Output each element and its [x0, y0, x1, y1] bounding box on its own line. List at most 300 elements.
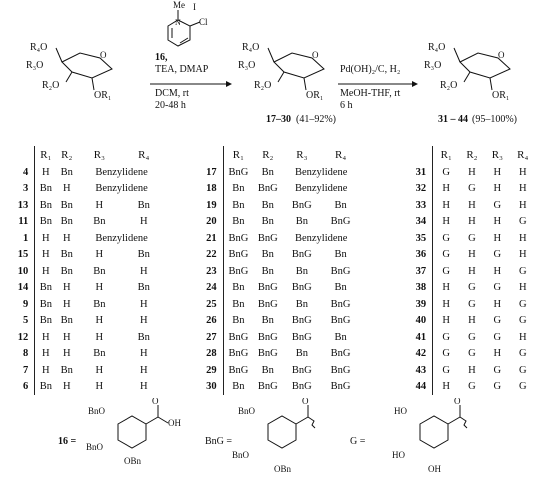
table-cell: H: [442, 183, 450, 195]
table-cell: H: [62, 348, 71, 360]
r3o-label: R₃O: [26, 60, 44, 71]
table-row: [394, 362, 536, 379]
table-row: [394, 247, 536, 264]
product1-yield: (41–92%): [296, 114, 336, 125]
svg-text:G =: G =: [350, 436, 366, 447]
table-cell: H: [493, 232, 502, 244]
compound-id: 11: [6, 214, 35, 231]
table-cell: Bn: [295, 265, 308, 277]
table-cell: Bn: [60, 315, 73, 327]
compound-id: 36: [394, 247, 433, 264]
table-cell: G: [442, 232, 450, 244]
r4o-label: R₄O: [30, 42, 48, 53]
svg-text:BnO: BnO: [88, 406, 106, 416]
table-cell: G: [468, 381, 476, 393]
table-cell: Bn: [137, 282, 150, 294]
table-cell: BnG: [228, 331, 249, 343]
table-cell: H: [95, 381, 104, 393]
compound-id: 41: [394, 329, 433, 346]
compound-id: 19: [198, 197, 223, 214]
table-row: [198, 181, 360, 198]
table-row: [198, 247, 360, 264]
table-cell: H: [95, 331, 104, 343]
sugar-structure-start: [26, 42, 112, 101]
table-cell: Benzylidene: [294, 232, 348, 244]
svg-text:O: O: [454, 398, 461, 406]
table-cell: H: [518, 199, 527, 211]
table-cell: H: [95, 199, 104, 211]
svg-text:R₄O: R₄O: [428, 42, 446, 53]
table-cell: Bn: [137, 249, 150, 261]
table-cell: BnG: [257, 282, 278, 294]
svg-text:O: O: [152, 398, 159, 406]
table-cell: Benzylidene: [294, 166, 348, 178]
reaction-scheme: [0, 0, 550, 150]
table-cell: Bn: [39, 298, 52, 310]
svg-text:BnO: BnO: [86, 442, 104, 452]
table-row: [394, 263, 536, 280]
table-cell: Bn: [39, 199, 52, 211]
compound-id: 13: [6, 197, 35, 214]
compound-id: 24: [198, 280, 223, 297]
compound-id: 35: [394, 230, 433, 247]
svg-text:I: I: [193, 2, 196, 12]
table-cell: H: [42, 265, 50, 277]
table-cell: H: [42, 364, 50, 376]
svg-text:R₃O: R₃O: [424, 60, 442, 71]
table-cell: BnG: [228, 232, 249, 244]
table-cell: H: [62, 282, 71, 294]
table-cell: G: [518, 348, 527, 360]
substituent-structures: [0, 398, 550, 486]
table-cell: Bn: [232, 315, 245, 327]
svg-text:O: O: [312, 50, 319, 60]
svg-text:OR₁: OR₁: [306, 90, 324, 101]
table-row: [198, 263, 360, 280]
table-row: [394, 230, 536, 247]
column-header: R₂: [262, 149, 274, 161]
table-left: [6, 146, 166, 395]
table-cell: Bn: [60, 166, 73, 178]
table-row: [198, 164, 360, 181]
table-cell: H: [42, 166, 50, 178]
table-cell: H: [42, 249, 50, 261]
table-corner: [394, 146, 433, 164]
table-cell: H: [468, 249, 476, 261]
table-cell: G: [518, 265, 527, 277]
svg-text:R₄O: R₄O: [242, 42, 260, 53]
table-cell: H: [95, 249, 104, 261]
table-cell: G: [493, 381, 502, 393]
svg-text:OBn: OBn: [124, 456, 142, 466]
compound-id: 8: [6, 346, 35, 363]
table-cell: H: [42, 348, 50, 360]
table-cell: H: [442, 282, 450, 294]
compound-id: 39: [394, 296, 433, 313]
table-cell: BnG: [228, 364, 249, 376]
table-cell: BnG: [291, 331, 312, 343]
table-row: [198, 379, 360, 396]
table-cell: H: [95, 315, 104, 327]
table-cell: Benzylidene: [95, 166, 148, 178]
column-header: R₄: [335, 149, 347, 161]
column-header: R₁: [232, 149, 244, 161]
table-cell: H: [139, 298, 148, 310]
table-row: [6, 296, 166, 313]
table-cell: Bn: [60, 249, 73, 261]
table-cell: G: [518, 216, 527, 228]
table-cell: G: [493, 315, 502, 327]
pyridinium-reagent: [168, 0, 208, 46]
svg-text:TEA, DMAP: TEA, DMAP: [155, 64, 209, 75]
svg-text:N: N: [175, 18, 181, 27]
structure-bng: [205, 398, 315, 474]
table-row: [394, 164, 536, 181]
svg-text:16,: 16,: [155, 52, 168, 63]
table-cell: BnG: [291, 199, 312, 211]
table-cell: Bn: [261, 265, 274, 277]
table-cell: H: [442, 315, 450, 327]
svg-text:OH: OH: [168, 418, 181, 428]
table-row: [6, 379, 166, 396]
table-row: [198, 280, 360, 297]
table-row: [198, 296, 360, 313]
table-cell: BnG: [330, 348, 351, 360]
r2o-label: R₂O: [42, 80, 60, 91]
compound-id: 43: [394, 362, 433, 379]
table-cell: H: [139, 216, 148, 228]
table-cell: G: [493, 199, 502, 211]
table-cell: H: [62, 381, 71, 393]
table-cell: Bn: [137, 331, 150, 343]
table-cell: Bn: [60, 199, 73, 211]
table-cell: H: [139, 381, 148, 393]
svg-text:HO: HO: [394, 406, 407, 416]
table-cell: Bn: [60, 216, 73, 228]
svg-text:Pd(OH)₂/C, H₂: Pd(OH)₂/C, H₂: [340, 64, 401, 75]
table-cell: H: [442, 216, 450, 228]
table-cell: H: [468, 364, 476, 376]
table-row: [6, 197, 166, 214]
svg-text:BnG =: BnG =: [205, 436, 233, 447]
compound-id: 32: [394, 181, 433, 198]
table-cell: BnG: [291, 249, 312, 261]
table-cell: H: [62, 298, 71, 310]
table-right: [394, 146, 536, 395]
compound-id: 14: [6, 280, 35, 297]
column-header: R₂: [466, 149, 478, 161]
table-cell: H: [139, 364, 148, 376]
table-row: [394, 280, 536, 297]
product2-yield: (95–100%): [472, 114, 517, 125]
column-header: R₃: [491, 149, 503, 161]
table-cell: BnG: [330, 265, 351, 277]
table-cell: H: [468, 216, 476, 228]
compound-id: 1: [6, 230, 35, 247]
svg-text:OBn: OBn: [274, 464, 292, 474]
table-cell: Bn: [295, 348, 308, 360]
table-cell: Bn: [39, 282, 52, 294]
compound-id: 40: [394, 313, 433, 330]
table-cell: BnG: [330, 364, 351, 376]
table-cell: G: [468, 183, 476, 195]
compound-id: 31: [394, 164, 433, 181]
svg-text:20-48 h: 20-48 h: [155, 100, 186, 111]
table-row: [394, 181, 536, 198]
table-cell: G: [493, 331, 502, 343]
table-cell: Bn: [93, 265, 106, 277]
table-row: [6, 181, 166, 198]
table-cell: Bn: [232, 282, 245, 294]
svg-text:R₂O: R₂O: [440, 80, 458, 91]
table-cell: BnG: [228, 166, 249, 178]
table-row: [6, 230, 166, 247]
column-header: R₄: [517, 149, 529, 161]
table-cell: H: [95, 282, 104, 294]
table-cell: H: [42, 331, 50, 343]
table-cell: Bn: [261, 166, 274, 178]
table-cell: BnG: [291, 315, 312, 327]
compound-id: 15: [6, 247, 35, 264]
table-cell: Bn: [295, 216, 308, 228]
table-cell: H: [518, 183, 527, 195]
table-cell: G: [468, 298, 476, 310]
table-row: [394, 313, 536, 330]
table-cell: Bn: [261, 249, 274, 261]
table-cell: BnG: [330, 216, 351, 228]
table-cell: Bn: [232, 199, 245, 211]
table-cell: G: [518, 381, 527, 393]
table-cell: Benzylidene: [95, 232, 148, 244]
table-cell: BnG: [330, 298, 351, 310]
table-cell: Bn: [137, 199, 150, 211]
table-row: [394, 197, 536, 214]
table-cell: H: [518, 166, 527, 178]
table-cell: BnG: [228, 265, 249, 277]
table-row: [198, 329, 360, 346]
compound-id: 10: [6, 263, 35, 280]
ring-oxygen: O: [100, 50, 107, 60]
compound-id: 4: [6, 164, 35, 181]
table-cell: H: [62, 183, 71, 195]
table-cell: BnG: [257, 381, 278, 393]
table-row: [6, 329, 166, 346]
compound-id: 37: [394, 263, 433, 280]
table-row: [6, 280, 166, 297]
table-cell: Bn: [39, 381, 52, 393]
table-row: [6, 346, 166, 363]
svg-text:HO: HO: [392, 450, 405, 460]
table-cell: Bn: [232, 216, 245, 228]
compound-id: 30: [198, 379, 223, 396]
compound-id: 12: [6, 329, 35, 346]
table-cell: Bn: [93, 216, 106, 228]
table-cell: H: [493, 216, 502, 228]
svg-text:BnO: BnO: [238, 406, 256, 416]
compound-id: 44: [394, 379, 433, 396]
compound-id: 18: [198, 181, 223, 198]
table-corner: [6, 146, 35, 164]
table-cell: Bn: [232, 381, 245, 393]
column-header: R₁: [440, 149, 452, 161]
table-cell: H: [139, 265, 148, 277]
compound-id: 22: [198, 247, 223, 264]
svg-text:Cl: Cl: [199, 17, 208, 27]
compound-id: 26: [198, 313, 223, 330]
compound-id: 34: [394, 214, 433, 231]
table-cell: H: [468, 265, 476, 277]
table-cell: G: [442, 364, 450, 376]
table-cell: BnG: [330, 315, 351, 327]
svg-text:DCM, rt: DCM, rt: [155, 88, 189, 99]
compound-id: 17: [198, 164, 223, 181]
table-cell: G: [493, 282, 502, 294]
table-cell: Bn: [334, 199, 347, 211]
table-cell: Bn: [60, 265, 73, 277]
table-cell: H: [518, 249, 527, 261]
column-header: R₃: [93, 149, 105, 161]
compound-id: 23: [198, 263, 223, 280]
compound-id: 6: [6, 379, 35, 396]
compound-id: 33: [394, 197, 433, 214]
table-cell: BnG: [257, 232, 278, 244]
table-cell: Bn: [39, 183, 52, 195]
table-cell: H: [493, 298, 502, 310]
table-row: [198, 197, 360, 214]
svg-text:MeOH-THF, rt: MeOH-THF, rt: [340, 88, 401, 99]
column-header: R₄: [138, 149, 150, 161]
table-cell: Bn: [261, 216, 274, 228]
table-row: [198, 230, 360, 247]
column-header: R₃: [296, 149, 308, 161]
table-cell: H: [518, 232, 527, 244]
table-cell: Bn: [232, 183, 245, 195]
column-header: R₁: [40, 149, 52, 161]
table-cell: H: [95, 364, 104, 376]
compound-id: 38: [394, 280, 433, 297]
table-cell: G: [518, 364, 527, 376]
svg-text:O: O: [498, 50, 505, 60]
table-cell: H: [468, 315, 476, 327]
table-cell: H: [518, 331, 527, 343]
table-cell: G: [442, 166, 450, 178]
compound-id: 3: [6, 181, 35, 198]
compound-id: 27: [198, 329, 223, 346]
svg-text:O: O: [302, 398, 309, 406]
table-cell: G: [493, 364, 502, 376]
table-cell: G: [468, 232, 476, 244]
table-cell: H: [493, 183, 502, 195]
table-cell: G: [468, 331, 476, 343]
table-cell: H: [493, 166, 502, 178]
table-cell: Bn: [334, 249, 347, 261]
table-cell: BnG: [291, 364, 312, 376]
table-cell: Bn: [39, 216, 52, 228]
table-cell: BnG: [257, 298, 278, 310]
table-row: [198, 313, 360, 330]
compound-id: 9: [6, 296, 35, 313]
table-corner: [198, 146, 223, 164]
table-cell: BnG: [330, 381, 351, 393]
table-cell: G: [442, 265, 450, 277]
table-row: [6, 362, 166, 379]
table-cell: G: [493, 249, 502, 261]
table-cell: Bn: [261, 364, 274, 376]
table-row: [198, 346, 360, 363]
table-cell: BnG: [228, 348, 249, 360]
table-row: [394, 379, 536, 396]
table-cell: G: [442, 348, 450, 360]
table-row: [6, 214, 166, 231]
svg-text:OH: OH: [428, 464, 441, 474]
table-cell: H: [518, 282, 527, 294]
table-cell: H: [62, 232, 71, 244]
table-cell: Bn: [334, 331, 347, 343]
compound-id: 20: [198, 214, 223, 231]
svg-text:R₂O: R₂O: [254, 80, 272, 91]
table-cell: Bn: [93, 348, 106, 360]
sugar-structure-middle: [238, 42, 324, 101]
table-cell: Bn: [334, 282, 347, 294]
table-cell: BnG: [291, 282, 312, 294]
svg-text:OR₁: OR₁: [492, 90, 510, 101]
table-cell: Bn: [60, 364, 73, 376]
table-row: [394, 346, 536, 363]
svg-text:6 h: 6 h: [340, 100, 353, 111]
compound-id: 25: [198, 296, 223, 313]
structure-16: [58, 398, 181, 466]
table-cell: BnG: [228, 249, 249, 261]
table-cell: Bn: [261, 315, 274, 327]
table-cell: G: [442, 331, 450, 343]
table-cell: BnG: [291, 381, 312, 393]
table-row: [198, 362, 360, 379]
table-cell: G: [468, 282, 476, 294]
compound-id: 42: [394, 346, 433, 363]
table-row: [394, 329, 536, 346]
table-cell: G: [518, 298, 527, 310]
table-row: [6, 313, 166, 330]
sugar-structure-end: [424, 42, 510, 101]
compound-id: 5: [6, 313, 35, 330]
svg-text:Me: Me: [173, 0, 185, 10]
table-cell: H: [139, 348, 148, 360]
table-row: [6, 164, 166, 181]
table-cell: G: [442, 249, 450, 261]
table-cell: Benzylidene: [294, 183, 348, 195]
compound-id: 29: [198, 362, 223, 379]
compound-id: 21: [198, 230, 223, 247]
table-cell: BnG: [257, 348, 278, 360]
svg-text:16 =: 16 =: [58, 436, 77, 447]
table-cell: Bn: [39, 315, 52, 327]
column-header: R₂: [61, 149, 73, 161]
table-cell: H: [442, 298, 450, 310]
table-cell: Bn: [295, 298, 308, 310]
table-cell: H: [42, 232, 50, 244]
table-cell: H: [62, 331, 71, 343]
table-cell: H: [139, 315, 148, 327]
table-cell: BnG: [257, 331, 278, 343]
table-cell: Bn: [232, 298, 245, 310]
table-row: [198, 214, 360, 231]
table-row: [6, 247, 166, 264]
table-cell: BnG: [257, 183, 278, 195]
table-row: [394, 214, 536, 231]
table-cell: Bn: [261, 199, 274, 211]
compound-id: 7: [6, 362, 35, 379]
table-cell: Bn: [93, 298, 106, 310]
